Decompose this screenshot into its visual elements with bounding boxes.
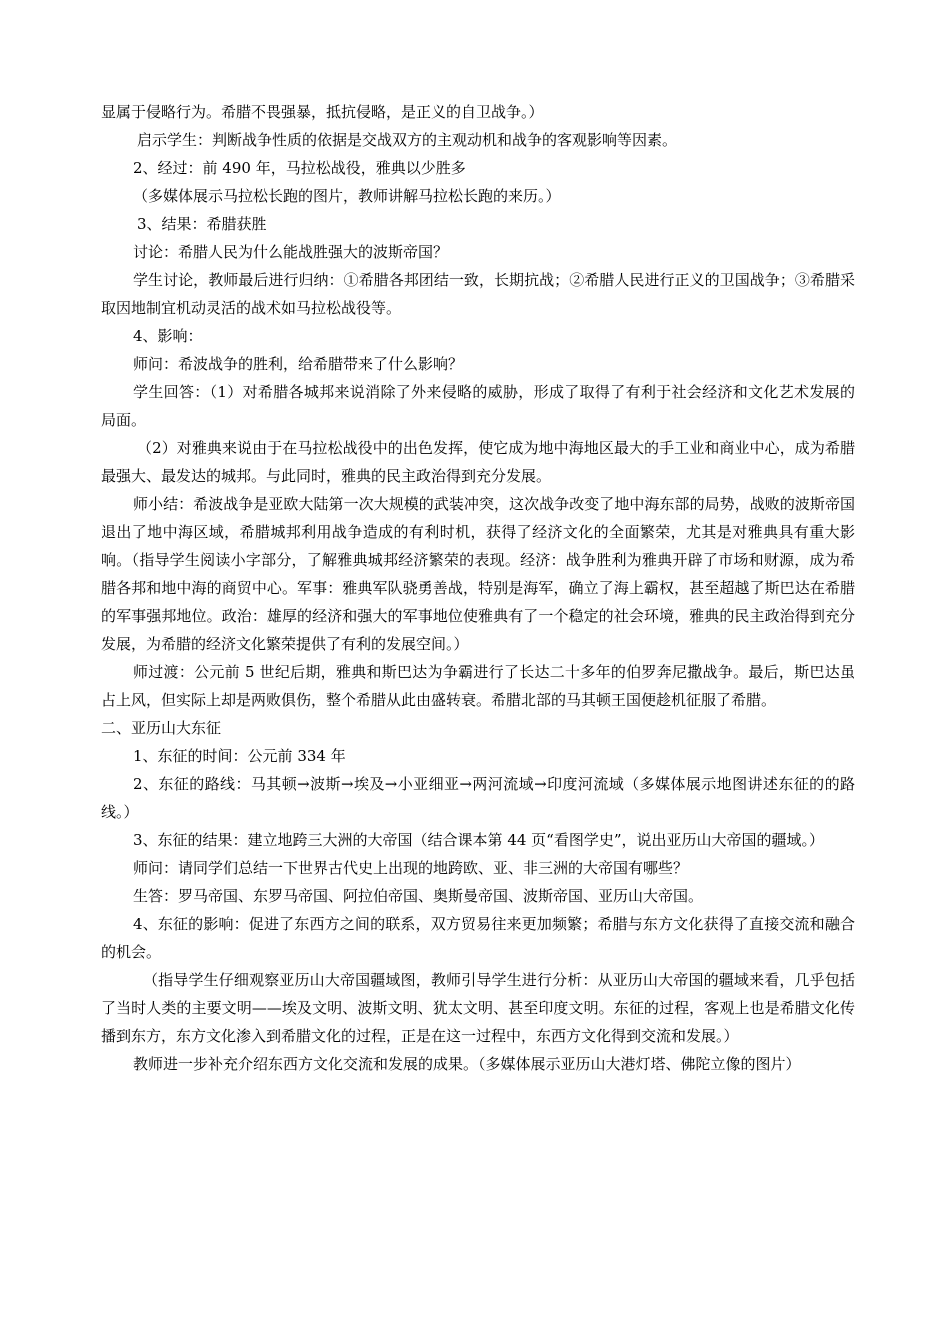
paragraph-teacher-question: 师问：希波战争的胜利，给希腊带来了什么影响？	[133, 355, 464, 373]
paragraph-student-answer-2: （2）对雅典来说由于在马拉松战役中的出色发挥，使它成为地中海地区最大的手工业和商业中心，成为希腊最强大、最发达的城邦。与此同时，雅典的民主政治得到充分发展。	[101, 439, 855, 485]
paragraph-teacher-transition: 师过渡：公元前 5 世纪后期，雅典和斯巴达为争霸进行了长达二十多年的伯罗奔尼撒战争。最后，斯巴达虽占上风，但实际上却是两败俱伤，整个希腊从此由盛转衰。希腊北部的马其顿王国便趁机征服了希腊。	[101, 663, 855, 709]
paragraph-expedition-time: 1、东征的时间：公元前 334 年	[133, 747, 346, 765]
paragraph-map-analysis: （指导学生仔细观察亚历山大帝国疆域图，教师引导学生进行分析：从亚历山大帝国的疆域来看，几乎包括了当时人类的主要文明——埃及文明、波斯文明、犹太文明、甚至印度文明。东征的过程，客观上也是希腊文化传播到东方，东方文化渗入到希腊文化的过程，正是在这一过程中，东西方文化得到交流和发展。）	[101, 971, 855, 1045]
paragraph-course-marathon: 2、经过：前 490 年，马拉松战役，雅典以少胜多	[133, 159, 466, 177]
paragraph-empires-answer: 生答：罗马帝国、东罗马帝国、阿拉伯帝国、奥斯曼帝国、波斯帝国、亚历山大帝国。	[133, 887, 704, 905]
paragraph-expedition-impact: 4、东征的影响：促进了东西方之间的联系，双方贸易往来更加频繁；希腊与东方文化获得了直接交流和融合的机会。	[101, 915, 855, 961]
paragraph-student-answer-1: 学生回答：（1）对希腊各城邦来说消除了外来侵略的威胁，形成了取得了有利于社会经济和文化艺术发展的局面。	[101, 383, 855, 429]
paragraph-result: 3、结果：希腊获胜	[137, 215, 267, 233]
paragraph-expedition-result: 3、东征的结果：建立地跨三大洲的大帝国（结合课本第 44 页“看图学史”，说出亚历山大帝国的疆域。）	[133, 831, 825, 849]
paragraph-discussion-question: 讨论：希腊人民为什么能战胜强大的波斯帝国？	[133, 243, 449, 261]
paragraph-cultural-exchange: 教师进一步补充介绍东西方文化交流和发展的成果。（多媒体展示亚历山大港灯塔、佛陀立像的图片）	[133, 1055, 801, 1073]
section-heading-alexander: 二、亚历山大东征	[101, 719, 222, 737]
paragraph-expedition-route: 2、东征的路线：马其顿→波斯→埃及→小亚细亚→两河流域→印度河流域（多媒体展示地图讲述东征的的路线。）	[101, 775, 855, 821]
paragraph-aggression-conclusion: 显属于侵略行为。希腊不畏强暴，抵抗侵略，是正义的自卫战争。）	[101, 103, 544, 121]
paragraph-impact-heading: 4、影响：	[133, 327, 203, 345]
paragraph-war-nature-hint: 启示学生：判断战争性质的依据是交战双方的主观动机和战争的客观影响等因素。	[137, 131, 678, 149]
paragraph-teacher-summary: 师小结：希波战争是亚欧大陆第一次大规模的武装冲突，这次战争改变了地中海东部的局势，战败的波斯帝国退出了地中海区域，希腊城邦利用战争造成的有利时机，获得了经济文化的全面繁荣，尤其是对雅典具有重大影响。（指导学生阅读小字部分，了解雅典城邦经济繁荣的表现。经济：战争胜利为雅典开辟了市场和财源，成为希腊各邦和地中海的商贸中心。军事：雅典军队骁勇善战，特别是海军，确立了海上霸权，甚至超越了斯巴达在希腊的军事强邦地位。政治：雄厚的经济和强大的军事地位使雅典有了一个稳定的社会环境，雅典的民主政治得到充分发展，为希腊的经济文化繁荣提供了有利的发展空间。）	[101, 495, 855, 653]
paragraph-empires-question: 师问：请同学们总结一下世界古代史上出现的地跨欧、亚、非三洲的大帝国有哪些？	[133, 859, 689, 877]
paragraph-discussion-summary: 学生讨论，教师最后进行归纳：①希腊各邦团结一致，长期抗战；②希腊人民进行正义的卫国战争；③希腊采取因地制宜机动灵活的战术如马拉松战役等。	[101, 271, 855, 317]
paragraph-marathon-media: （多媒体展示马拉松长跑的图片，教师讲解马拉松长跑的来历。）	[133, 187, 561, 205]
document-body	[101, 98, 855, 1078]
